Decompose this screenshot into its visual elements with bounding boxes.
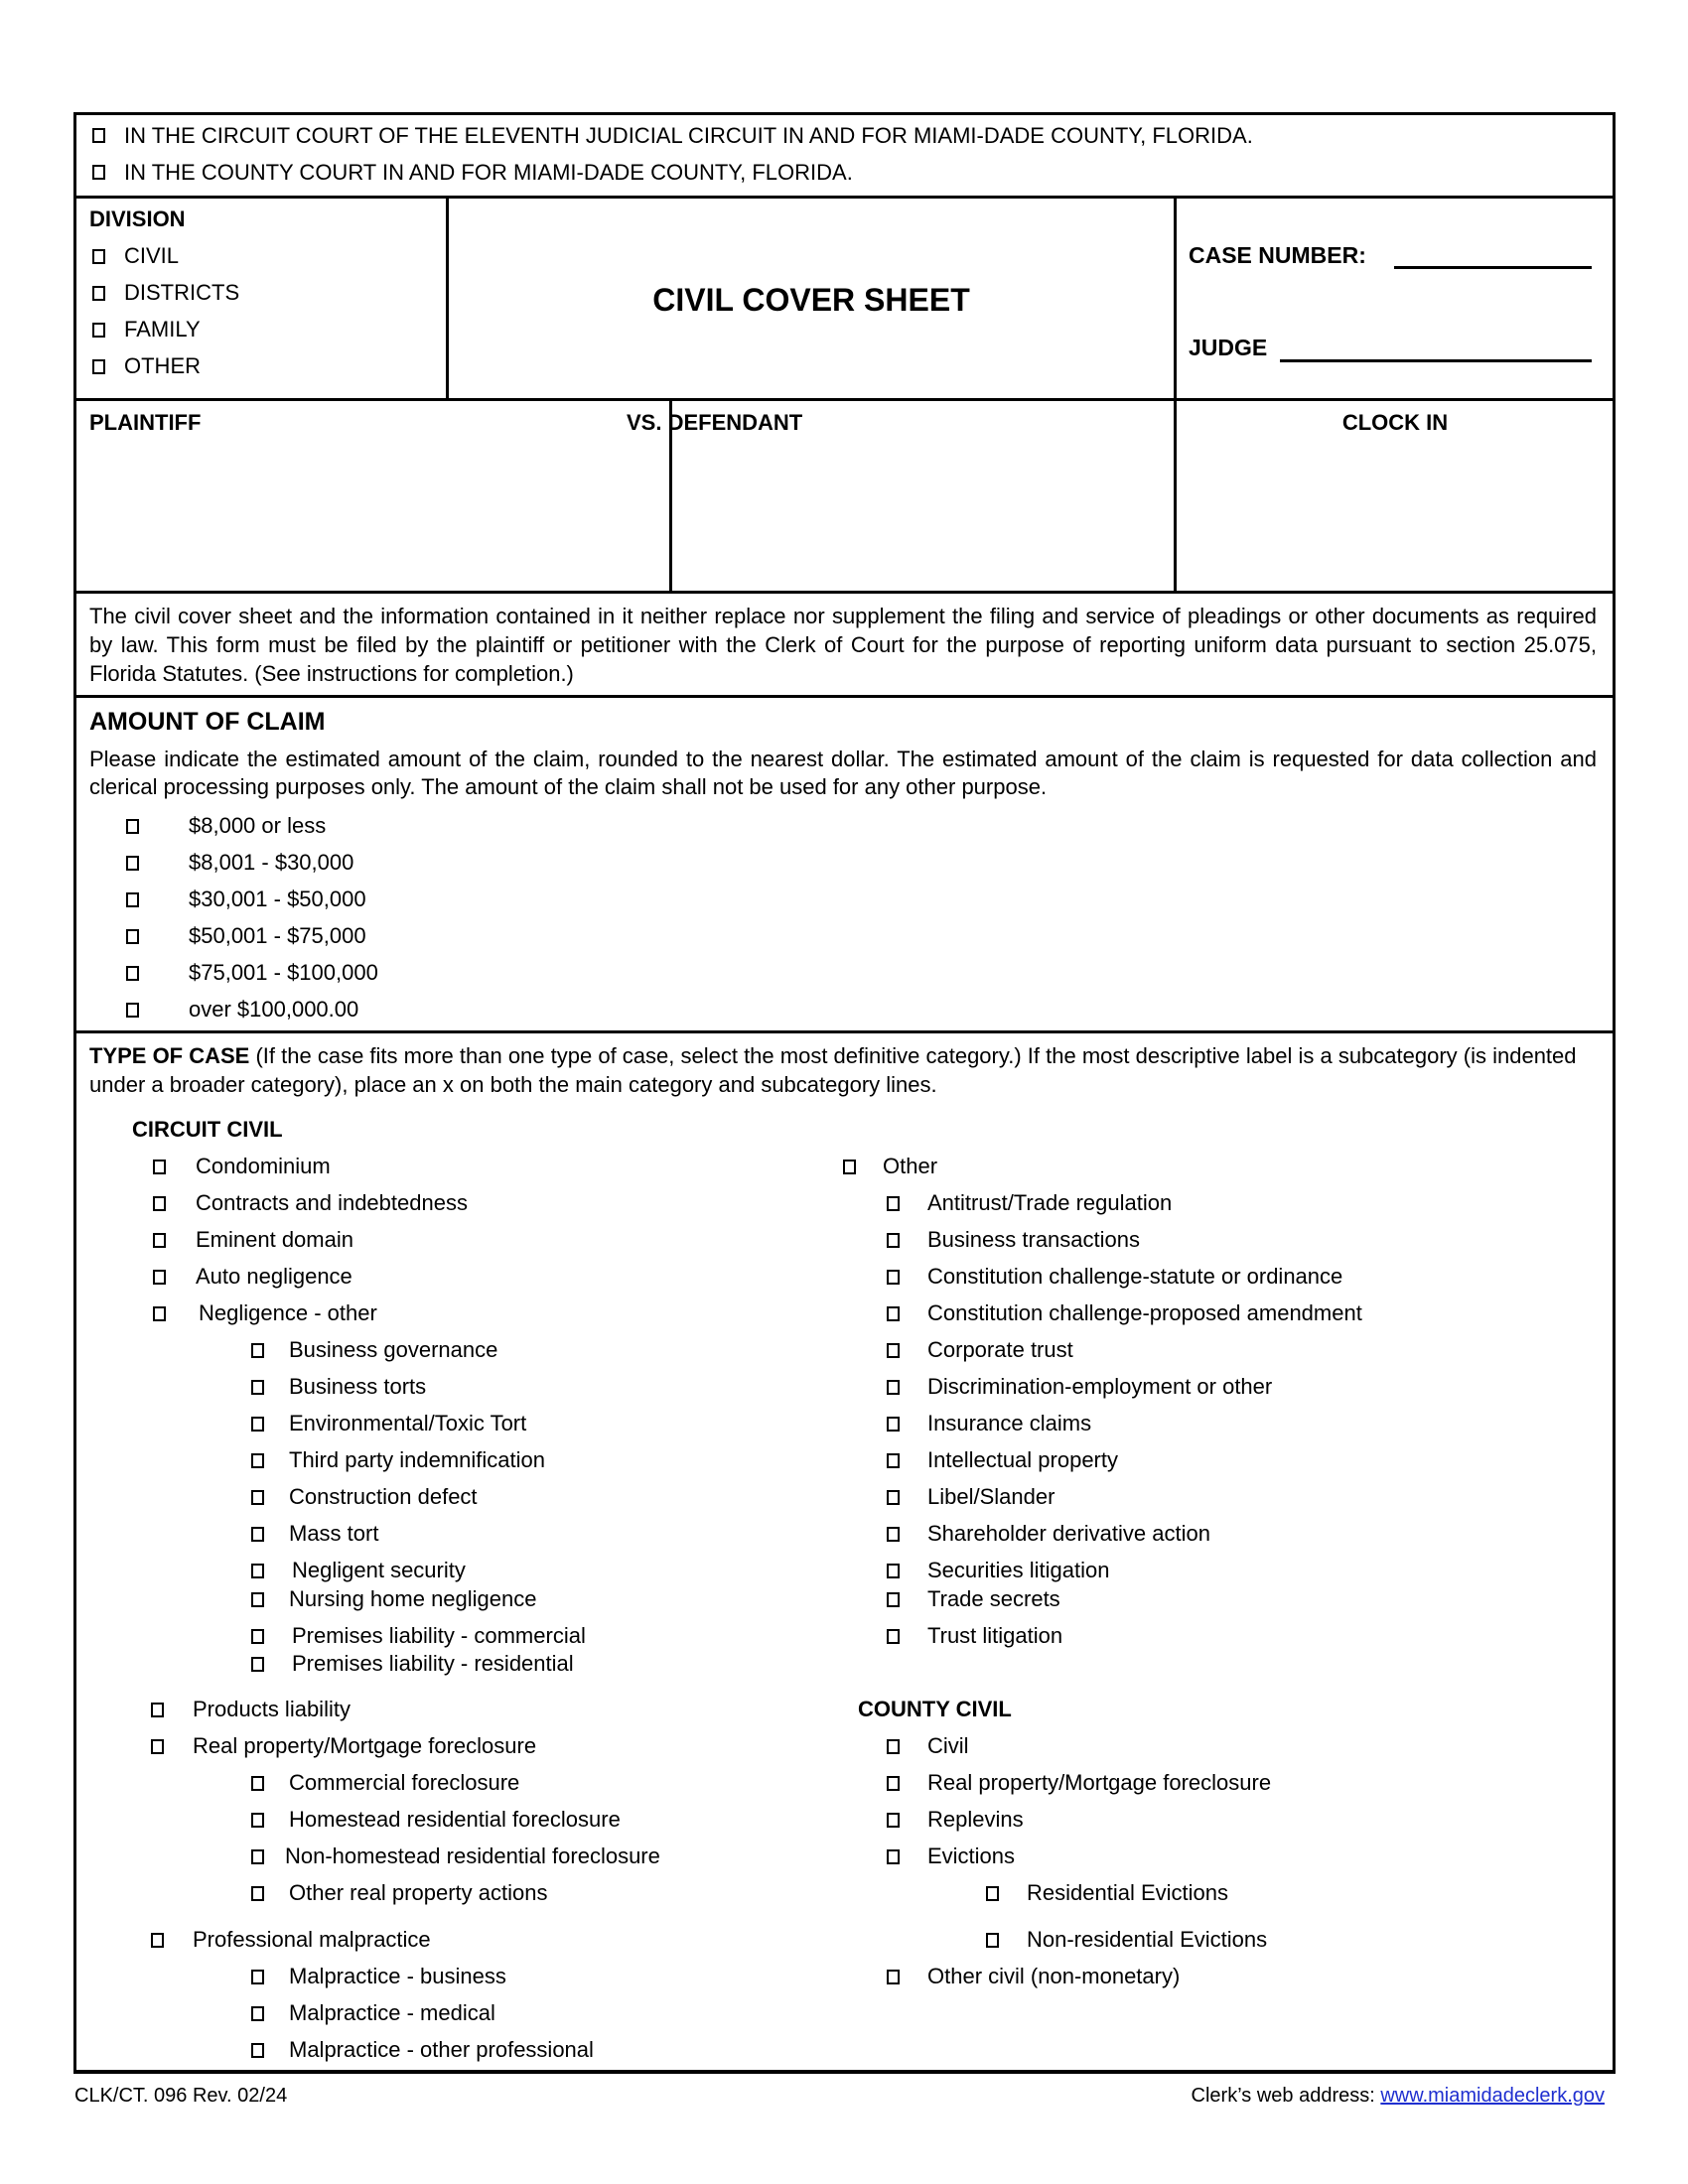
amount-description: Please indicate the estimated amount of the claim, rounded to the nearest dollar. The estimated amount of the claim is requested for data collection and clerical processing purposes only. The amount of the claim shall not be used for any other purpose. [89,747,1597,799]
divider-amount-row [73,1030,1616,1033]
case-type-label: Mass tort [289,1521,379,1546]
checkbox-environmental-toxic-tort[interactable] [251,1417,264,1432]
checkbox-condominium[interactable] [153,1160,166,1174]
checkbox-construction-defect[interactable] [251,1490,264,1505]
case-type-label: Commercial foreclosure [289,1770,520,1795]
checkbox-county-civil[interactable] [887,1739,900,1754]
type-of-case-intro [89,1041,1597,1099]
case-type-label: Libel/Slander [927,1484,1055,1509]
case-type-label: Premises liability - residential [292,1651,574,1676]
case-type-label: Real property/Mortgage foreclosure [927,1770,1272,1795]
checkbox-division-civil[interactable] [92,249,105,264]
case-type-label: Corporate trust [927,1337,1073,1362]
case-type-label: Antitrust/Trade regulation [927,1190,1173,1215]
checkbox-homestead-foreclosure[interactable] [251,1813,264,1828]
case-type-label: Malpractice - medical [289,2000,495,2025]
checkbox-securities-litigation[interactable] [887,1564,900,1578]
case-type-label: Construction defect [289,1484,478,1509]
clock-in-label: CLOCK IN [1341,410,1449,435]
case-type-label: Business transactions [927,1227,1140,1252]
checkbox-division-districts[interactable] [92,286,105,301]
checkbox-circuit-court[interactable] [92,128,105,143]
web-address-label: Clerk’s web address: [1191,2085,1375,2107]
amount-option-label: $30,001 - $50,000 [189,887,366,911]
circuit-civil-heading: CIRCUIT CIVIL [132,1117,283,1142]
circuit-court-label: IN THE CIRCUIT COURT OF THE ELEVENTH JUDICIAL CIRCUIT IN AND FOR MIAMI-DADE COUNTY, FLORIDA. [124,123,1253,148]
page-title: CIVIL COVER SHEET [652,282,970,318]
divider-division-row [73,398,1616,401]
case-type-label: Condominium [196,1154,331,1178]
division-civil-label: CIVIL [124,243,180,268]
checkbox-replevins[interactable] [887,1813,900,1828]
case-type-label: Non-homestead residential foreclosure [285,1843,660,1868]
case-type-label: Constitution challenge-proposed amendment [927,1300,1362,1325]
case-number-label: CASE NUMBER: [1189,242,1366,268]
plaintiff-label: PLAINTIFF [89,410,202,435]
division-other-label: OTHER [124,353,201,378]
checkbox-other[interactable] [843,1160,856,1174]
checkbox-intellectual-property[interactable] [887,1453,900,1468]
checkbox-mass-tort[interactable] [251,1527,264,1542]
web-address [1192,2083,1605,2109]
case-type-label: Discrimination-employment or other [927,1374,1273,1399]
case-type-label: Non-residential Evictions [1027,1927,1268,1952]
type-of-case-heading: TYPE OF CASE [89,1043,250,1068]
county-civil-heading: COUNTY CIVIL [858,1697,1012,1721]
checkbox-commercial-foreclosure[interactable] [251,1776,264,1791]
checkbox-professional-malpractice[interactable] [151,1933,164,1948]
divider-notice-row [73,695,1616,698]
case-type-label: Other [883,1154,938,1178]
case-type-label: Real property/Mortgage foreclosure [193,1733,537,1758]
case-type-label: Business torts [289,1374,427,1399]
case-type-label: Civil [927,1733,969,1758]
checkbox-malpractice-business[interactable] [251,1970,264,1984]
case-type-label: Contracts and indebtedness [196,1190,468,1215]
case-type-label: Securities litigation [927,1558,1110,1582]
checkbox-nursing-home-negligence[interactable] [251,1592,264,1607]
checkbox-trade-secrets[interactable] [887,1592,900,1607]
divider-parties-row [73,591,1616,594]
case-type-label: Replevins [927,1807,1024,1832]
case-type-label: Other real property actions [289,1880,548,1905]
case-type-label: Environmental/Toxic Tort [289,1411,527,1435]
amount-option-label: $8,001 - $30,000 [189,850,354,875]
checkbox-shareholder-derivative[interactable] [887,1527,900,1542]
checkbox-residential-evictions[interactable] [986,1886,999,1901]
case-type-label: Evictions [927,1843,1016,1868]
checkbox-third-party-indemnification[interactable] [251,1453,264,1468]
amount-heading: AMOUNT OF CLAIM [89,708,326,736]
checkbox-division-family[interactable] [92,323,105,338]
checkbox-amount-6[interactable] [126,1003,139,1018]
checkbox-non-residential-evictions[interactable] [986,1933,999,1948]
case-type-label: Premises liability - commercial [292,1623,586,1648]
division-family-label: FAMILY [124,317,201,341]
frame-top-border [73,112,1616,115]
checkbox-county-court[interactable] [92,165,105,180]
checkbox-insurance-claims[interactable] [887,1417,900,1432]
checkbox-business-transactions[interactable] [887,1233,900,1248]
division-districts-label: DISTRICTS [124,280,240,305]
checkbox-corporate-trust[interactable] [887,1343,900,1358]
case-type-label: Residential Evictions [1027,1880,1228,1905]
amount-option-label: $8,000 or less [189,813,327,838]
divider-case-col [1174,196,1177,593]
defendant-label: VS. DEFENDANT [627,410,803,435]
case-type-label: Negligence - other [199,1300,377,1325]
checkbox-non-homestead-foreclosure[interactable] [251,1849,264,1864]
case-number-field[interactable] [1394,266,1592,269]
checkbox-discrimination[interactable] [887,1380,900,1395]
case-type-label: Other civil (non-monetary) [927,1964,1181,1988]
amount-option-label: over $100,000.00 [189,997,359,1022]
checkbox-amount-5[interactable] [126,966,139,981]
division-heading: DIVISION [89,206,186,231]
type-of-case-instructions: (If the case fits more than one type of case, select the most definitive category.) If the most descriptive label is a subcategory (is indented under a broader category), place an x on both the main category and subcategory lines. [89,1043,1577,1097]
checkbox-constitution-amendment[interactable] [887,1306,900,1321]
case-type-label: Auto negligence [196,1264,352,1289]
judge-label: JUDGE [1189,335,1268,360]
checkbox-trust-litigation[interactable] [887,1629,900,1644]
case-type-label: Shareholder derivative action [927,1521,1210,1546]
checkbox-amount-1[interactable] [126,819,139,834]
case-type-label: Products liability [193,1697,351,1721]
case-type-label: Intellectual property [927,1447,1118,1472]
case-type-label: Trust litigation [927,1623,1063,1648]
checkbox-premises-commercial[interactable] [251,1629,264,1644]
frame-left-border [73,112,76,2073]
case-type-label: Trade secrets [927,1586,1060,1611]
checkbox-contracts[interactable] [153,1196,166,1211]
checkbox-premises-residential[interactable] [251,1657,264,1672]
divider-court-row [73,196,1616,199]
checkbox-constitution-statute[interactable] [887,1270,900,1285]
case-type-label: Negligent security [292,1558,466,1582]
checkbox-county-real-property[interactable] [887,1776,900,1791]
case-type-label: Business governance [289,1337,498,1362]
defendant-field[interactable] [675,442,1172,589]
checkbox-products-liability[interactable] [151,1703,164,1717]
case-type-label: Malpractice - business [289,1964,506,1988]
checkbox-negligence-other[interactable] [153,1306,166,1321]
case-type-label: Homestead residential foreclosure [289,1807,621,1832]
checkbox-business-governance[interactable] [251,1343,264,1358]
amount-option-label: $50,001 - $75,000 [189,923,366,948]
checkbox-eminent-domain[interactable] [153,1233,166,1248]
checkbox-malpractice-other[interactable] [251,2043,264,2058]
clerk-website-link[interactable]: www.miamidadeclerk.gov [1380,2085,1605,2107]
case-type-label: Malpractice - other professional [289,2037,594,2062]
case-type-label: Third party indemnification [289,1447,546,1472]
plaintiff-field[interactable] [79,442,665,589]
county-court-label: IN THE COUNTY COURT IN AND FOR MIAMI-DADE COUNTY, FLORIDA. [124,160,853,185]
notice-text: The civil cover sheet and the information contained in it neither replace nor supplement the filing and service of pleadings or other documents as required by law. This form must be filed by the plaintiff or petitioner with the Clerk of Court for the purpose of reporting uniform data pursuant to section 25.075, Florida Statutes. (See instructions for completion.) [89,604,1597,686]
case-type-label: Constitution challenge-statute or ordinance [927,1264,1343,1289]
checkbox-malpractice-medical[interactable] [251,2006,264,2021]
checkbox-amount-2[interactable] [126,856,139,871]
frame-right-border [1613,112,1616,2073]
frame-bottom-border [73,2070,1616,2074]
checkbox-libel-slander[interactable] [887,1490,900,1505]
checkbox-amount-4[interactable] [126,929,139,944]
case-type-label: Eminent domain [196,1227,353,1252]
checkbox-other-real-property[interactable] [251,1886,264,1901]
checkbox-other-civil-non-monetary[interactable] [887,1970,900,1984]
checkbox-amount-3[interactable] [126,892,139,907]
checkbox-business-torts[interactable] [251,1380,264,1395]
checkbox-negligent-security[interactable] [251,1564,264,1578]
checkbox-antitrust[interactable] [887,1196,900,1211]
checkbox-real-property-foreclosure[interactable] [151,1739,164,1754]
form-id: CLK/CT. 096 Rev. 02/24 [74,2085,288,2107]
case-type-label: Nursing home negligence [289,1586,537,1611]
checkbox-division-other[interactable] [92,359,105,374]
case-type-label: Professional malpractice [193,1927,431,1952]
amount-option-label: $75,001 - $100,000 [189,960,378,985]
checkbox-auto-negligence[interactable] [153,1270,166,1285]
case-type-label: Insurance claims [927,1411,1092,1435]
checkbox-evictions[interactable] [887,1849,900,1864]
judge-field[interactable] [1280,359,1592,362]
